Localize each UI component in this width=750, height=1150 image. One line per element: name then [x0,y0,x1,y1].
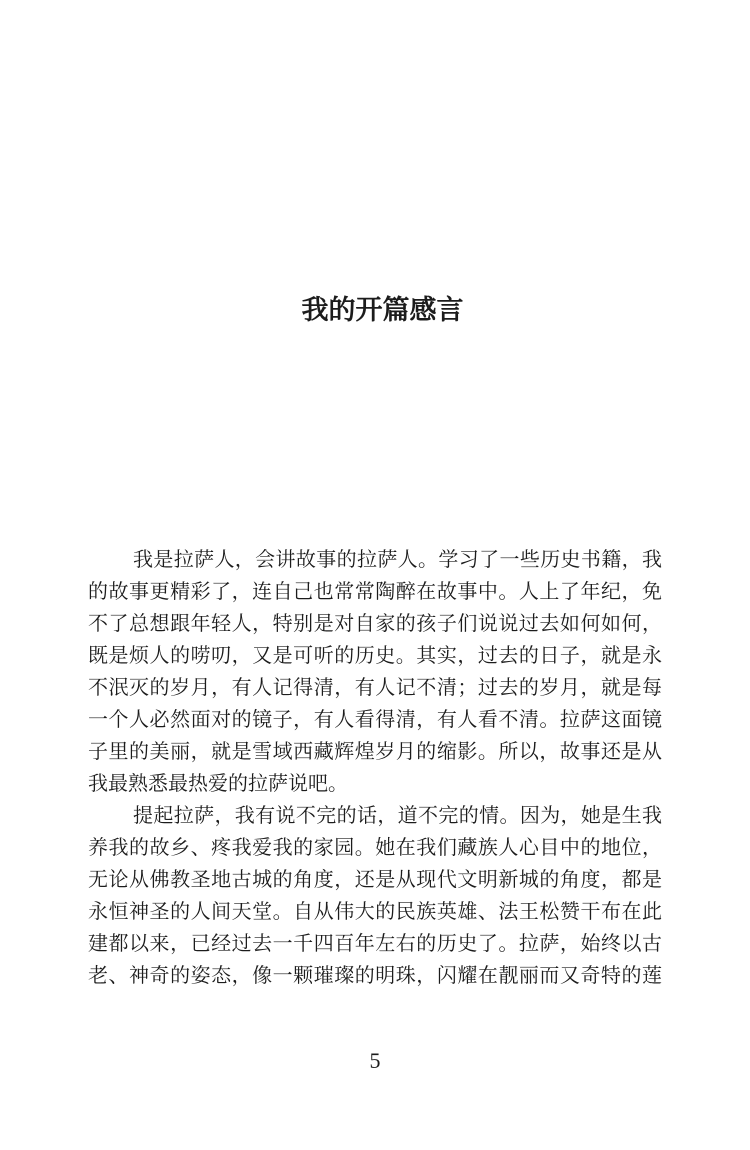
body-line: 提起拉萨，我有说不完的话，道不完的情。因为，她是生我 [133,805,662,827]
paragraph-1 [88,544,662,800]
body-line: 既是烦人的唠叨，又是可听的历史。其实，过去的日子，就是永 [88,645,662,667]
body-line: 的故事更精彩了，连自己也常常陶醉在故事中。人上了年纪，免 [88,581,662,603]
body-line: 不泯灭的岁月，有人记得清，有人记不清；过去的岁月，就是每 [88,677,662,699]
page-number: 5 [369,1048,381,1073]
chapter-title: 我的开篇感言 [301,295,464,325]
body-line: 建都以来，已经过去一千四百年左右的历史了。拉萨，始终以古 [88,933,662,955]
body-line: 子里的美丽，就是雪域西藏辉煌岁月的缩影。所以，故事还是从 [88,741,662,763]
paragraph-2 [88,800,662,992]
body-line: 永恒神圣的人间天堂。自从伟大的民族英雄、法王松赞干布在此 [88,901,662,923]
body-line: 养我的故乡、疼我爱我的家园。她在我们藏族人心目中的地位， [88,837,662,859]
body-line: 我是拉萨人，会讲故事的拉萨人。学习了一些历史书籍，我 [133,549,662,571]
body-line: 我最熟悉最热爱的拉萨说吧。 [88,773,348,795]
body-text [88,544,662,992]
body-line: 无论从佛教圣地古城的角度，还是从现代文明新城的角度，都是 [88,869,662,891]
body-line: 老、神奇的姿态，像一颗璀璨的明珠，闪耀在靓丽而又奇特的莲 [88,965,662,987]
body-line: 一个人必然面对的镜子，有人看得清，有人看不清。拉萨这面镜 [88,709,662,731]
body-line: 不了总想跟年轻人，特别是对自家的孩子们说说过去如何如何， [88,613,662,635]
